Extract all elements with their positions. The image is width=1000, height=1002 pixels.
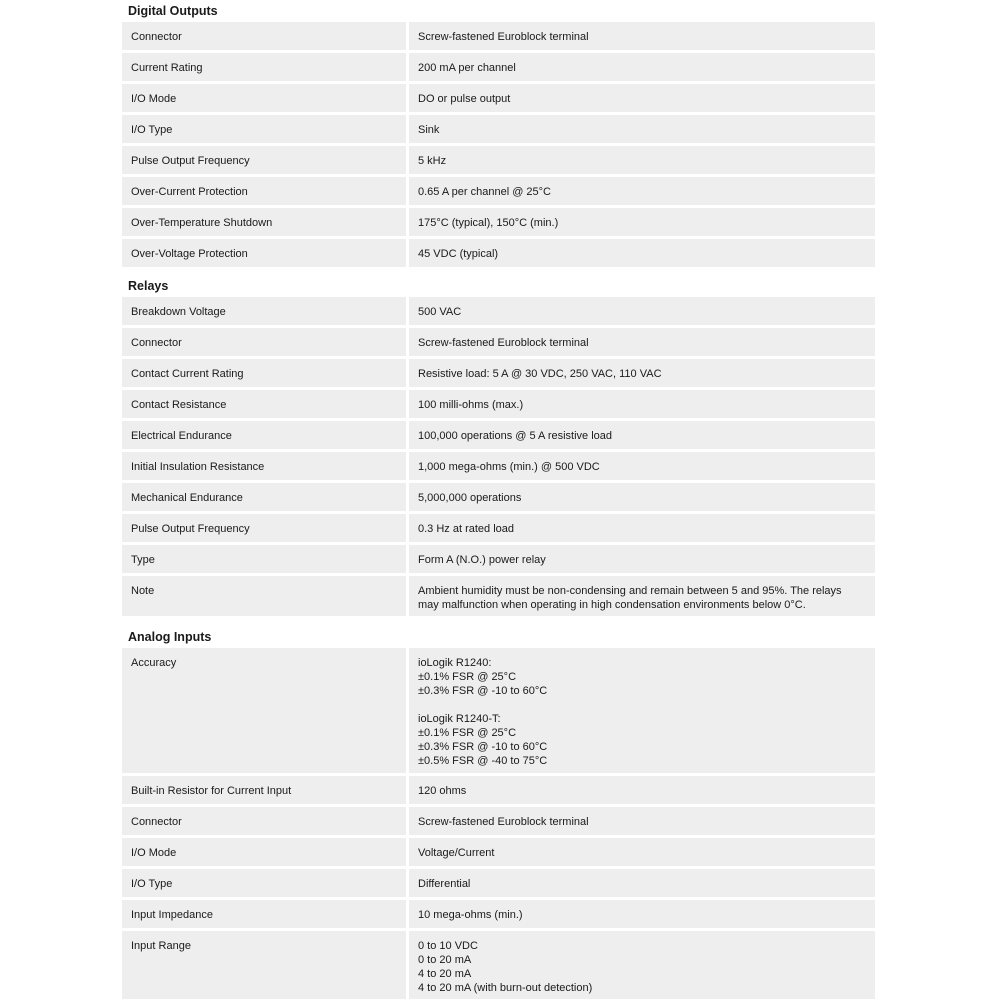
spec-value: 200 mA per channel — [409, 53, 875, 81]
spec-value: 175°C (typical), 150°C (min.) — [409, 208, 875, 236]
section-digital-outputs — [122, 0, 875, 267]
spec-row — [122, 421, 875, 449]
spec-label: Type — [122, 545, 406, 573]
spec-value: 100,000 operations @ 5 A resistive load — [409, 421, 875, 449]
spec-row — [122, 514, 875, 542]
spec-value: 1,000 mega-ohms (min.) @ 500 VDC — [409, 452, 875, 480]
spec-value: 500 VAC — [409, 297, 875, 325]
section-title: Digital Outputs — [128, 4, 218, 18]
spec-label: I/O Mode — [122, 838, 406, 866]
section-title: Analog Inputs — [128, 630, 212, 644]
spec-value: ioLogik R1240: ±0.1% FSR @ 25°C ±0.3% FSR @ -10 to 60°C ioLogik R1240-T: ±0.1% FSR @ 25°C ±0.3% FSR @ -10 to 60°C ±0.5% FSR @ -40 to 75°C — [409, 648, 875, 773]
section-relays — [122, 270, 875, 616]
spec-label: Electrical Endurance — [122, 421, 406, 449]
spec-label: Initial Insulation Resistance — [122, 452, 406, 480]
spec-row — [122, 328, 875, 356]
spec-row — [122, 84, 875, 112]
spec-label: Contact Resistance — [122, 390, 406, 418]
spec-value: Sink — [409, 115, 875, 143]
spec-row — [122, 53, 875, 81]
spec-value: 0.3 Hz at rated load — [409, 514, 875, 542]
spec-label: Accuracy — [122, 648, 406, 773]
spec-label: Mechanical Endurance — [122, 483, 406, 511]
spec-label: Note — [122, 576, 406, 616]
spec-sheet — [122, 0, 875, 1002]
spec-value: Resistive load: 5 A @ 30 VDC, 250 VAC, 110 VAC — [409, 359, 875, 387]
spec-value: 45 VDC (typical) — [409, 239, 875, 267]
spec-value: 100 milli-ohms (max.) — [409, 390, 875, 418]
spec-row — [122, 576, 875, 616]
spec-value: Screw-fastened Euroblock terminal — [409, 328, 875, 356]
spec-row — [122, 483, 875, 511]
spec-row — [122, 359, 875, 387]
spec-row — [122, 838, 875, 866]
spec-row — [122, 869, 875, 897]
spec-value: 10 mega-ohms (min.) — [409, 900, 875, 928]
spec-row — [122, 390, 875, 418]
spec-label: Over-Temperature Shutdown — [122, 208, 406, 236]
spec-row — [122, 177, 875, 205]
spec-row — [122, 22, 875, 50]
spec-value: Screw-fastened Euroblock terminal — [409, 22, 875, 50]
spec-row — [122, 648, 875, 773]
spec-label: Pulse Output Frequency — [122, 514, 406, 542]
spec-value: 5 kHz — [409, 146, 875, 174]
section-title: Relays — [128, 279, 169, 293]
spec-row — [122, 776, 875, 804]
spec-value: Voltage/Current — [409, 838, 875, 866]
spec-label: Over-Current Protection — [122, 177, 406, 205]
spec-label: Over-Voltage Protection — [122, 239, 406, 267]
spec-label: I/O Type — [122, 869, 406, 897]
spec-value: Differential — [409, 869, 875, 897]
spec-row — [122, 208, 875, 236]
spec-value: Screw-fastened Euroblock terminal — [409, 807, 875, 835]
spec-row — [122, 900, 875, 928]
spec-value: Ambient humidity must be non-condensing and remain between 5 and 95%. The relays may malfunction when operating in high condensation environments below 0°C. — [409, 576, 875, 616]
spec-label: Pulse Output Frequency — [122, 146, 406, 174]
spec-label: Contact Current Rating — [122, 359, 406, 387]
spec-row — [122, 452, 875, 480]
spec-row — [122, 931, 875, 999]
spec-value: 0 to 10 VDC 0 to 20 mA 4 to 20 mA 4 to 20 mA (with burn-out detection) — [409, 931, 875, 999]
spec-value: 120 ohms — [409, 776, 875, 804]
spec-label: Built-in Resistor for Current Input — [122, 776, 406, 804]
spec-label: Input Impedance — [122, 900, 406, 928]
spec-label: Current Rating — [122, 53, 406, 81]
spec-label: Connector — [122, 807, 406, 835]
spec-label: I/O Type — [122, 115, 406, 143]
spec-row — [122, 807, 875, 835]
spec-row — [122, 146, 875, 174]
spec-row — [122, 239, 875, 267]
spec-row — [122, 297, 875, 325]
spec-value: 5,000,000 operations — [409, 483, 875, 511]
spec-row — [122, 545, 875, 573]
spec-label: Connector — [122, 328, 406, 356]
spec-label: Input Range — [122, 931, 406, 999]
spec-label: Connector — [122, 22, 406, 50]
spec-value: DO or pulse output — [409, 84, 875, 112]
spec-label: Breakdown Voltage — [122, 297, 406, 325]
spec-value: 0.65 A per channel @ 25°C — [409, 177, 875, 205]
section-analog-inputs — [122, 619, 875, 999]
spec-label: I/O Mode — [122, 84, 406, 112]
spec-row — [122, 115, 875, 143]
spec-value: Form A (N.O.) power relay — [409, 545, 875, 573]
